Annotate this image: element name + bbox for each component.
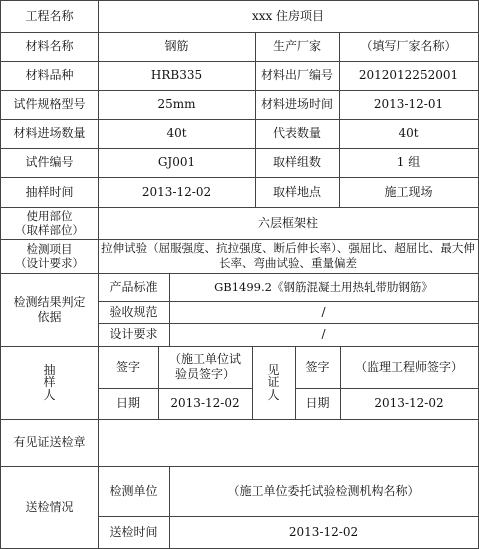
factory-no-value: 2012012252001 [358, 68, 459, 82]
vline [295, 346, 296, 419]
sampler-label: 抽 样 人 [43, 362, 56, 402]
hline [98, 323, 479, 324]
hline [98, 516, 479, 517]
test-unit-value: （施工单位委托试验检测机构名称） [227, 483, 420, 498]
vline [252, 346, 253, 419]
vline [169, 273, 170, 346]
hline [0, 32, 479, 33]
group-count-value: 1 组 [396, 155, 421, 169]
entry-time-value: 2013-12-01 [373, 97, 444, 111]
hline [0, 239, 479, 240]
hline [0, 207, 479, 208]
design-req-value: / [321, 327, 326, 341]
group-count-label: 取样组数 [272, 155, 321, 169]
acceptance-label: 验收规范 [109, 304, 158, 319]
project-value: xxx 住房项目 [251, 9, 325, 23]
hline [0, 90, 479, 91]
border-top [0, 0, 479, 1]
product-std-value: GB1499.2《钢筋混凝土用热轧带肋钢筋》 [214, 279, 433, 294]
vline [169, 466, 170, 549]
usage-value: 六层框架柱 [257, 215, 318, 230]
witness-date-label: 日期 [305, 396, 330, 410]
sampler-sign-value: （施工单位试 验员签字） [168, 352, 241, 381]
judgement-label: 检测结果判定 依据 [13, 294, 86, 324]
hline [0, 148, 479, 149]
sampler-sign-label: 签字 [115, 359, 140, 374]
hline [98, 388, 252, 389]
submit-time-label: 送检时间 [109, 524, 158, 539]
sample-no-label: 试件编号 [25, 155, 74, 169]
test-unit-label: 检测单位 [109, 483, 158, 498]
sample-no-value: GJ001 [157, 155, 196, 169]
entry-time-label: 材料进场时间 [260, 97, 333, 111]
material-name-label: 材料名称 [25, 39, 74, 53]
hline [0, 273, 479, 274]
hline [0, 419, 479, 420]
hline [0, 119, 479, 120]
usage-label: 使用部位 （取样部位） [15, 208, 84, 237]
rep-qty-value: 40t [398, 126, 419, 140]
hline [0, 466, 479, 467]
submission-label: 送检情况 [25, 499, 74, 514]
sampler-date-label: 日期 [115, 396, 140, 410]
seal-label: 有见证送检章 [13, 435, 86, 449]
witness-date-value: 2013-12-02 [374, 396, 444, 410]
sampler-date-value: 2013-12-02 [170, 396, 240, 410]
rep-qty-label: 代表数量 [272, 126, 321, 140]
entry-qty-value: 40t [166, 126, 187, 140]
acceptance-value: / [321, 304, 326, 319]
vline [339, 32, 340, 207]
sampling-time-label: 抽样时间 [25, 184, 74, 199]
test-items-value: 拉伸试验（屈服强度、抗拉强度、断后伸长率）、强屈比、超屈比、最大伸长率、弯曲试验、重量偏差 [101, 241, 475, 270]
witness-label: 见 证 人 [267, 362, 280, 402]
witness-sign-label: 签字 [305, 359, 330, 374]
material-type-label: 材料品种 [25, 68, 74, 82]
hline [98, 301, 479, 302]
seal-area [98, 419, 478, 466]
project-label: 工程名称 [25, 9, 74, 23]
sampling-time-value: 2013-12-02 [141, 184, 212, 199]
manufacturer-value: （填写厂家名称） [360, 39, 457, 53]
material-name-value: 钢筋 [164, 39, 189, 53]
spec-label: 试件规格型号 [13, 97, 86, 111]
design-req-label: 设计要求 [109, 327, 158, 341]
vline [158, 346, 159, 419]
vline [255, 32, 256, 207]
entry-qty-label: 材料进场数量 [13, 126, 86, 140]
hline [295, 388, 479, 389]
submit-time-value: 2013-12-02 [288, 524, 359, 539]
witness-sign-value: （监理工程师签字） [354, 359, 463, 374]
spec-value: 25mm [157, 97, 196, 111]
manufacturer-label: 生产厂家 [272, 39, 321, 53]
sampling-place-value: 施工现场 [384, 184, 433, 199]
hline [0, 177, 479, 178]
sampling-place-label: 取样地点 [272, 184, 321, 199]
vline [98, 0, 99, 549]
material-type-value: HRB335 [150, 68, 203, 82]
test-items-label: 检测项目 （设计要求） [15, 241, 84, 270]
vline [340, 346, 341, 419]
hline [0, 346, 479, 347]
factory-no-label: 材料出厂编号 [260, 68, 333, 82]
product-std-label: 产品标准 [109, 279, 158, 294]
hline [0, 61, 479, 62]
